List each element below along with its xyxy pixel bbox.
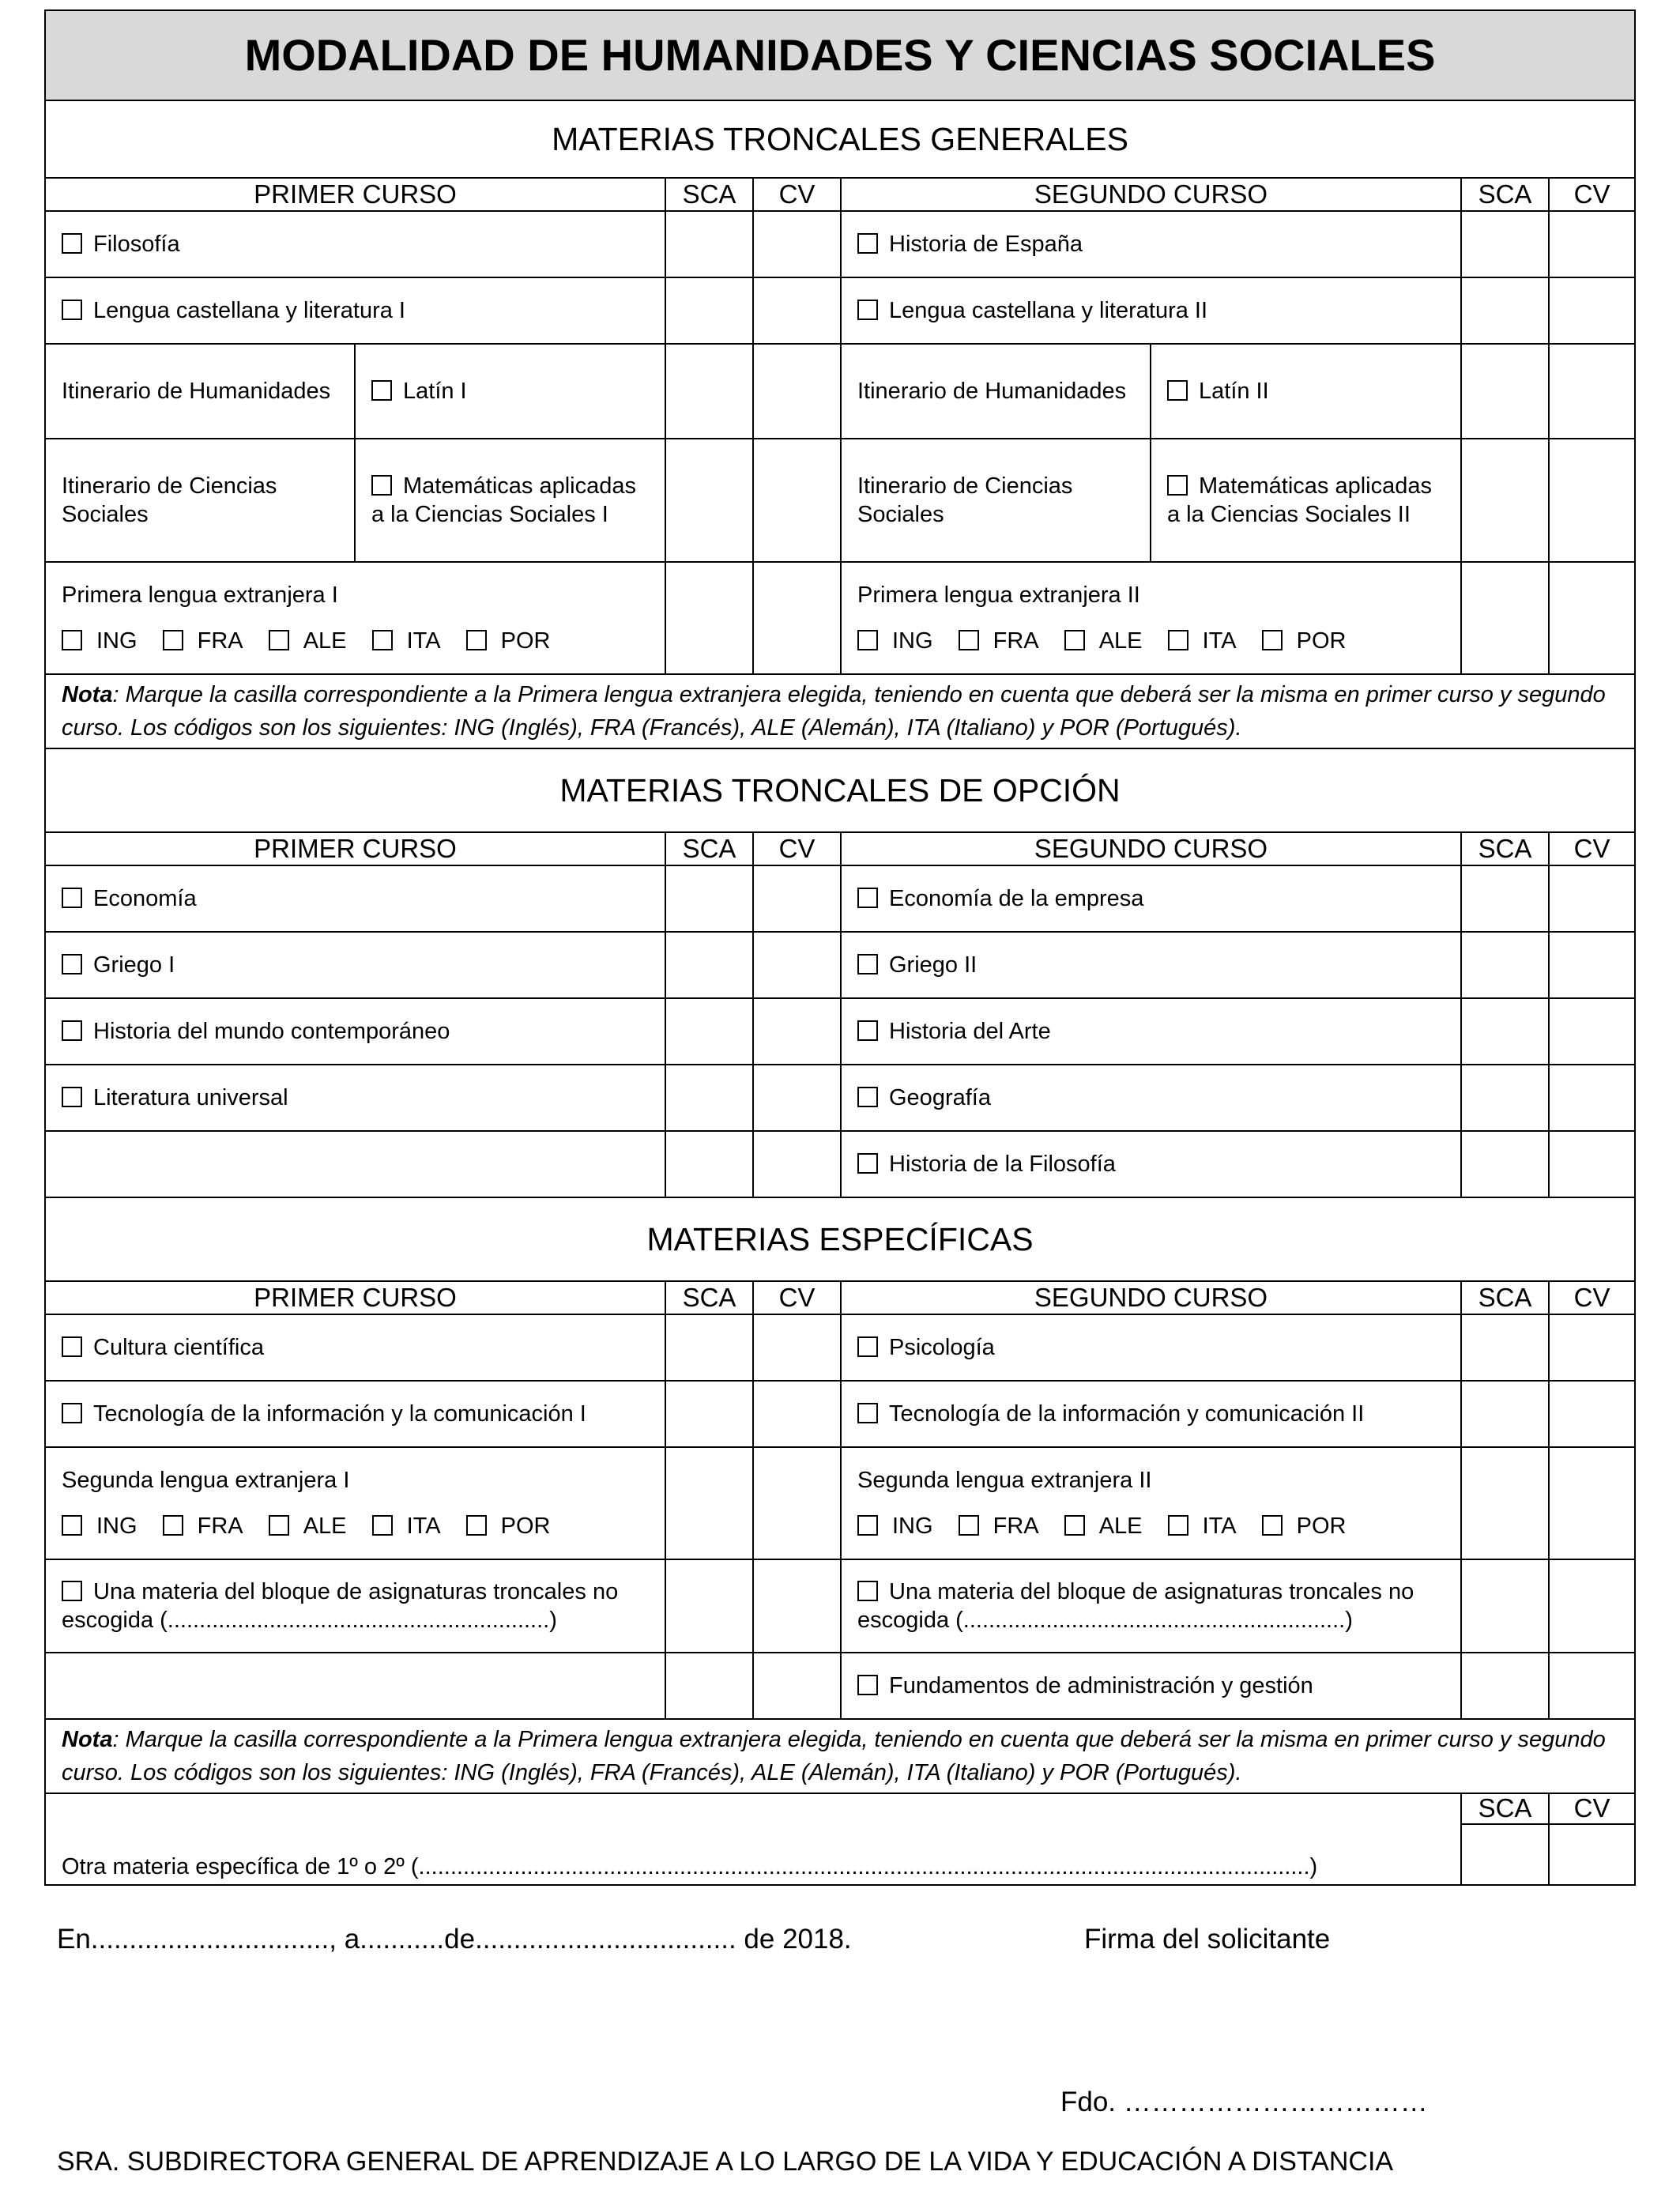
sca-cell[interactable] (1461, 1447, 1549, 1559)
language-label: Primera lengua extranjera I (62, 582, 338, 608)
itinerary-label: Itinerario de Ciencias Sociales (841, 439, 1151, 562)
sca-cell[interactable] (665, 1065, 753, 1131)
subject-label: Tecnología de la información y comunicación II (889, 1401, 1365, 1427)
subject-label: Psicología (889, 1335, 995, 1360)
cv-cell[interactable] (1549, 998, 1635, 1065)
sca-cell[interactable] (665, 1131, 753, 1197)
sca-cell[interactable] (665, 998, 753, 1065)
checkbox[interactable] (857, 233, 878, 254)
checkbox-ale[interactable] (1064, 1515, 1085, 1536)
sca-cell[interactable] (665, 211, 753, 277)
cv-cell[interactable] (1549, 1447, 1635, 1559)
lang-code: ALE (303, 1514, 347, 1539)
cv-cell[interactable] (753, 1653, 841, 1719)
header-primer-curso: PRIMER CURSO (45, 1281, 665, 1314)
subject-row (841, 1131, 1461, 1197)
sca-cell[interactable] (1461, 1131, 1549, 1197)
checkbox[interactable] (857, 300, 878, 320)
lang-code: POR (500, 1514, 551, 1539)
sca-cell[interactable] (665, 1447, 753, 1559)
subject-label: Tecnología de la información y la comunicación I (93, 1401, 586, 1427)
sca-cell[interactable] (665, 1381, 753, 1447)
header-sca: SCA (665, 1281, 753, 1314)
subject-label: Griego I (93, 952, 175, 978)
addressee: SRA. SUBDIRECTORA GENERAL DE APRENDIZAJE A LO LARGO DE LA VIDA Y EDUCACIÓN A DISTANCIA (57, 2147, 1394, 2177)
checkbox-ing[interactable] (857, 630, 878, 650)
checkbox[interactable] (62, 300, 82, 320)
header-segundo-curso: SEGUNDO CURSO (841, 832, 1461, 865)
checkbox-ing[interactable] (857, 1515, 878, 1536)
sca-cell[interactable] (1461, 1381, 1549, 1447)
subject-row (45, 865, 665, 932)
lang-code: ING (892, 628, 933, 654)
sca-cell[interactable] (1461, 1065, 1549, 1131)
lang-code: ITA (406, 628, 441, 654)
checkbox-ing[interactable] (62, 630, 82, 650)
cv-cell[interactable] (753, 439, 841, 562)
cv-cell[interactable] (1549, 865, 1635, 932)
subject-row (841, 1065, 1461, 1131)
signature-label: Firma del solicitante (1084, 1924, 1331, 1955)
sca-cell[interactable] (665, 344, 753, 439)
subject-row (841, 211, 1461, 277)
language-label: Segunda lengua extranjera II (857, 1468, 1152, 1493)
cv-cell[interactable] (753, 1559, 841, 1653)
note-label: Nota (62, 1727, 113, 1752)
subject-row (841, 865, 1461, 932)
form-table (44, 9, 1636, 1886)
checkbox[interactable] (62, 888, 82, 908)
note-text: : Marque la casilla correspondiente a la Primera lengua extranjera elegida, teniendo en cuenta que deberá ser la misma en primer curso y segundo curso. Los códigos son los siguientes: ING (Inglés), FRA (Francés), ALE (Alemán), ITA (Italiano) y POR (Portugués). (62, 1727, 1606, 1785)
header-cv: CV (1549, 1281, 1635, 1314)
sca-cell[interactable] (665, 562, 753, 674)
checkbox-ita[interactable] (1168, 630, 1188, 650)
lang-code: ING (96, 1514, 137, 1539)
checkbox-ita[interactable] (1168, 1515, 1188, 1536)
cv-cell[interactable] (1549, 1559, 1635, 1653)
header-cv: CV (1549, 832, 1635, 865)
lang-code: ING (892, 1514, 933, 1539)
cv-cell[interactable] (1549, 1131, 1635, 1197)
subject-row (45, 1559, 665, 1653)
section-troncales-opcion: MATERIAS TRONCALES DE OPCIÓN (45, 748, 1635, 832)
cv-cell[interactable] (753, 344, 841, 439)
cv-cell[interactable] (1549, 932, 1635, 998)
sca-cell[interactable] (665, 932, 753, 998)
header-cv: CV (1549, 178, 1635, 211)
header-sca: SCA (665, 178, 753, 211)
subject-row (45, 932, 665, 998)
cv-cell[interactable] (753, 865, 841, 932)
cv-cell[interactable] (753, 998, 841, 1065)
language-options (62, 627, 649, 655)
checkbox[interactable] (371, 475, 392, 496)
cv-cell[interactable] (753, 1314, 841, 1381)
note (45, 1719, 1635, 1793)
lang-code: ING (96, 628, 137, 654)
sca-cell[interactable] (1461, 932, 1549, 998)
checkbox[interactable] (62, 1336, 82, 1357)
subject-label: Historia de la Filosofía (889, 1152, 1116, 1177)
language-options (857, 1512, 1445, 1540)
itinerary-label: Itinerario de Ciencias Sociales (45, 439, 355, 562)
header-sca: SCA (1461, 178, 1549, 211)
checkbox-por[interactable] (1262, 1515, 1283, 1536)
language-label: Primera lengua extranjera II (857, 582, 1140, 608)
checkbox[interactable] (857, 954, 878, 974)
cv-cell[interactable] (753, 277, 841, 344)
subject-label: Literatura universal (93, 1085, 288, 1110)
sca-cell[interactable] (1461, 1314, 1549, 1381)
subject-row (1151, 439, 1461, 562)
header-cv: CV (753, 178, 841, 211)
lang-code: POR (1296, 628, 1347, 654)
sca-cell[interactable] (1461, 562, 1549, 674)
checkbox[interactable] (62, 233, 82, 254)
subject-label: Matemáticas aplicadas a la Ciencias Sociales I (371, 473, 636, 527)
checkbox-fra[interactable] (959, 630, 979, 650)
lang-code: POR (1296, 1514, 1347, 1539)
checkbox[interactable] (1167, 380, 1188, 401)
header-sca: SCA (1461, 1281, 1549, 1314)
subject-row (355, 344, 665, 439)
subject-label: Economía de la empresa (889, 886, 1144, 911)
checkbox-por[interactable] (1262, 630, 1283, 650)
checkbox-por[interactable] (466, 630, 487, 650)
subject-row (1151, 344, 1461, 439)
checkbox-ita[interactable] (372, 1515, 393, 1536)
lang-code: ITA (1202, 1514, 1237, 1539)
note-label: Nota (62, 682, 113, 707)
cv-cell[interactable] (1549, 439, 1635, 562)
section-troncales-generales: MATERIAS TRONCALES GENERALES (45, 100, 1635, 178)
date-line[interactable]: En..............................., a...........de.................................. de 2018. (57, 1924, 852, 1955)
cv-cell[interactable] (753, 562, 841, 674)
header-sca: SCA (1461, 832, 1549, 865)
header-primer-curso: PRIMER CURSO (45, 832, 665, 865)
language-row (45, 1447, 665, 1559)
subject-label: Cultura científica (93, 1335, 264, 1360)
note-text: : Marque la casilla correspondiente a la Primera lengua extranjera elegida, teniendo en cuenta que deberá ser la misma en primer curso y segundo curso. Los códigos son los siguientes: ING (Inglés), FRA (Francés), ALE (Alemán), ITA (Italiano) y POR (Portugués). (62, 682, 1606, 741)
header-cv: CV (753, 1281, 841, 1314)
checkbox[interactable] (857, 1087, 878, 1107)
subject-label: Lengua castellana y literatura I (93, 298, 405, 323)
checkbox-fra[interactable] (163, 1515, 183, 1536)
subject-row (45, 277, 665, 344)
subject-row (45, 1314, 665, 1381)
lang-code: ITA (1202, 628, 1237, 654)
subject-label: Latín I (403, 379, 467, 404)
checkbox-fra[interactable] (163, 630, 183, 650)
empty-cell (45, 1653, 665, 1719)
subject-label: Latín II (1199, 379, 1269, 404)
sca-cell[interactable] (1461, 1559, 1549, 1653)
note (45, 674, 1635, 748)
lang-code: ALE (1098, 628, 1143, 654)
cv-cell[interactable] (1549, 344, 1635, 439)
sca-cell[interactable] (1461, 211, 1549, 277)
language-row (45, 562, 665, 674)
subject-label: Lengua castellana y literatura II (889, 298, 1208, 323)
header-segundo-curso: SEGUNDO CURSO (841, 1281, 1461, 1314)
checkbox[interactable] (857, 1403, 878, 1423)
sca-cell[interactable] (1461, 865, 1549, 932)
checkbox[interactable] (62, 1581, 82, 1601)
subject-label: Filosofía (93, 232, 180, 257)
checkbox-ita[interactable] (372, 630, 393, 650)
cv-cell[interactable] (753, 211, 841, 277)
subject-label: Griego II (889, 952, 977, 978)
lang-code: FRA (993, 628, 1039, 654)
sca-cell[interactable] (1461, 344, 1549, 439)
sca-cell[interactable] (1461, 1653, 1549, 1719)
other-subject[interactable]: Otra materia específica de 1º o 2º (............................................................................................................................................) (45, 1793, 1461, 1885)
subject-row (45, 211, 665, 277)
checkbox-fra[interactable] (959, 1515, 979, 1536)
sca-cell[interactable] (1461, 998, 1549, 1065)
subject-row (45, 1381, 665, 1447)
itinerary-label: Itinerario de Humanidades (841, 344, 1151, 439)
checkbox-ale[interactable] (1064, 630, 1085, 650)
checkbox[interactable] (857, 1153, 878, 1174)
lang-code: ALE (303, 628, 347, 654)
cv-cell[interactable] (1549, 1065, 1635, 1131)
checkbox[interactable] (857, 888, 878, 908)
language-label: Segunda lengua extranjera I (62, 1468, 350, 1493)
header-sca: SCA (665, 832, 753, 865)
cv-cell[interactable] (1549, 1824, 1635, 1885)
cv-cell[interactable] (1549, 1653, 1635, 1719)
checkbox[interactable] (62, 1403, 82, 1423)
section-especificas: MATERIAS ESPECÍFICAS (45, 1197, 1635, 1281)
sca-cell[interactable] (665, 1653, 753, 1719)
checkbox[interactable] (857, 1020, 878, 1041)
lang-code: FRA (993, 1514, 1039, 1539)
checkbox-ale[interactable] (269, 1515, 289, 1536)
checkbox[interactable] (857, 1581, 878, 1601)
subject-label: Historia del mundo contemporáneo (93, 1019, 450, 1044)
checkbox[interactable] (62, 954, 82, 974)
checkbox[interactable] (857, 1675, 878, 1695)
cv-cell[interactable] (1549, 1381, 1635, 1447)
signature-line[interactable]: Fdo. …………………………… (1060, 2087, 1428, 2117)
checkbox[interactable] (371, 380, 392, 401)
cv-cell[interactable] (1549, 211, 1635, 277)
header-cv: CV (1549, 1793, 1635, 1824)
subject-row (45, 998, 665, 1065)
subject-row (45, 1065, 665, 1131)
sca-cell[interactable] (665, 277, 753, 344)
cv-cell[interactable] (753, 1381, 841, 1447)
header-cv: CV (753, 832, 841, 865)
header-sca: SCA (1461, 1793, 1549, 1824)
sca-cell[interactable] (665, 439, 753, 562)
checkbox-ale[interactable] (269, 630, 289, 650)
language-options (857, 627, 1445, 655)
header-segundo-curso: SEGUNDO CURSO (841, 178, 1461, 211)
cv-cell[interactable] (753, 932, 841, 998)
sca-cell[interactable] (665, 1559, 753, 1653)
lang-code: ALE (1098, 1514, 1143, 1539)
subject-row (841, 932, 1461, 998)
cv-cell[interactable] (1549, 562, 1635, 674)
subject-row (841, 1314, 1461, 1381)
checkbox-ing[interactable] (62, 1515, 82, 1536)
application-form (44, 9, 1634, 1886)
sca-cell[interactable] (665, 1314, 753, 1381)
checkbox[interactable] (62, 1087, 82, 1107)
subject-label: Matemáticas aplicadas a la Ciencias Sociales II (1167, 473, 1432, 527)
checkbox[interactable] (62, 1020, 82, 1041)
subject-label: Historia del Arte (889, 1019, 1051, 1044)
lang-code: ITA (406, 1514, 441, 1539)
header-primer-curso: PRIMER CURSO (45, 178, 665, 211)
cv-cell[interactable] (753, 1447, 841, 1559)
cv-cell[interactable] (1549, 277, 1635, 344)
subject-row (355, 439, 665, 562)
sca-cell[interactable] (1461, 1824, 1549, 1885)
form-title: MODALIDAD DE HUMANIDADES Y CIENCIAS SOCIALES (45, 10, 1635, 100)
language-row (841, 562, 1461, 674)
subject-row (841, 1381, 1461, 1447)
subject-row (841, 1559, 1461, 1653)
lang-code: FRA (197, 1514, 243, 1539)
checkbox[interactable] (1167, 475, 1188, 496)
checkbox-por[interactable] (466, 1515, 487, 1536)
subject-row (841, 998, 1461, 1065)
subject-label: Una materia del bloque de asignaturas troncales no escogida (............................................................) (62, 1579, 619, 1633)
sca-cell[interactable] (665, 865, 753, 932)
checkbox[interactable] (857, 1336, 878, 1357)
cv-cell[interactable] (1549, 1314, 1635, 1381)
itinerary-label: Itinerario de Humanidades (45, 344, 355, 439)
cv-cell[interactable] (753, 1131, 841, 1197)
empty-cell (45, 1131, 665, 1197)
sca-cell[interactable] (1461, 277, 1549, 344)
subject-label: Geografía (889, 1085, 991, 1110)
lang-code: FRA (197, 628, 243, 654)
subject-label: Historia de España (889, 232, 1083, 257)
subject-label: Una materia del bloque de asignaturas troncales no escogida (............................................................) (857, 1579, 1414, 1633)
language-row (841, 1447, 1461, 1559)
language-options (62, 1512, 649, 1540)
subject-row (841, 277, 1461, 344)
subject-row (841, 1653, 1461, 1719)
cv-cell[interactable] (753, 1065, 841, 1131)
subject-label: Economía (93, 886, 197, 911)
lang-code: POR (500, 628, 551, 654)
subject-label: Fundamentos de administración y gestión (889, 1673, 1313, 1698)
sca-cell[interactable] (1461, 439, 1549, 562)
